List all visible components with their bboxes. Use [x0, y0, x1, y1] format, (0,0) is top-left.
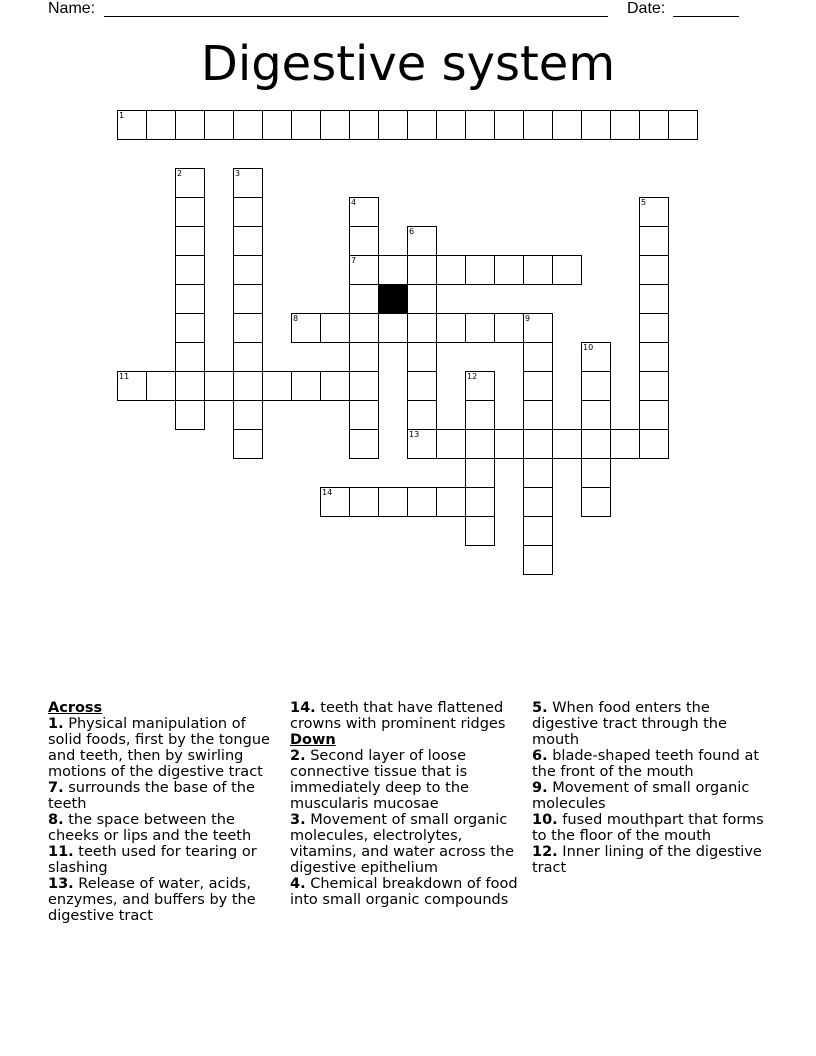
clue-number-label: 7 — [351, 256, 357, 265]
grid-cell[interactable] — [639, 342, 669, 372]
grid-cell[interactable] — [233, 168, 263, 198]
grid-cell[interactable] — [320, 487, 350, 517]
grid-cell[interactable] — [639, 197, 669, 227]
grid-cell[interactable] — [523, 371, 553, 401]
grid-cell[interactable] — [349, 284, 379, 314]
grid-cell[interactable] — [465, 516, 495, 546]
grid-cell[interactable] — [523, 110, 553, 140]
clue-down-6: 6. blade-shaped teeth found at the front of the mouth — [532, 748, 760, 780]
date-label: Date: — [627, 0, 666, 17]
grid-cell[interactable] — [407, 284, 437, 314]
grid-cell[interactable] — [639, 226, 669, 256]
clue-number-label: 5 — [641, 198, 647, 207]
clue-down-12: 12. Inner lining of the digestive tract — [532, 844, 762, 876]
grid-cell[interactable] — [175, 342, 205, 372]
grid-cell[interactable] — [233, 255, 263, 285]
grid-cell[interactable] — [378, 313, 408, 343]
grid-cell[interactable] — [581, 342, 611, 372]
clue-across-8: 8. the space between the cheeks or lips and the teeth — [48, 812, 252, 844]
clue-across-14: 14. teeth that have flattened crowns with prominent ridges — [290, 700, 506, 732]
grid-cell[interactable] — [378, 110, 408, 140]
clue-number-label: 6 — [409, 227, 415, 236]
grid-cell[interactable] — [407, 110, 437, 140]
grid-cell[interactable] — [581, 371, 611, 401]
grid-cell[interactable] — [523, 487, 553, 517]
clue-number-label: 14 — [322, 488, 333, 497]
clue-number-label: 3 — [235, 169, 241, 178]
grid-cell[interactable] — [639, 110, 669, 140]
grid-cell[interactable] — [349, 400, 379, 430]
grid-cell[interactable] — [349, 429, 379, 459]
grid-cell[interactable] — [581, 110, 611, 140]
page-title: Digestive system — [200, 36, 616, 92]
clue-number-label: 13 — [409, 430, 420, 439]
grid-cell[interactable] — [378, 487, 408, 517]
clue-down-9: 9. Movement of small organic molecules — [532, 780, 750, 812]
grid-cell[interactable] — [233, 400, 263, 430]
grid-cell[interactable] — [465, 487, 495, 517]
grid-cell[interactable] — [407, 255, 437, 285]
grid-cell[interactable] — [349, 197, 379, 227]
grid-cell[interactable] — [639, 284, 669, 314]
grid-cell[interactable] — [233, 342, 263, 372]
grid-cell[interactable] — [494, 429, 524, 459]
grid-cell[interactable] — [262, 110, 292, 140]
grid-cell[interactable] — [523, 313, 553, 343]
grid-cell[interactable] — [262, 371, 292, 401]
grid-cell[interactable] — [668, 110, 698, 140]
clue-down-5: 5. When food enters the digestive tract through the mouth — [532, 700, 727, 748]
clue-number-label: 11 — [119, 372, 130, 381]
grid-cell[interactable] — [291, 313, 321, 343]
grid-cell[interactable] — [552, 429, 582, 459]
grid-cell[interactable] — [494, 255, 524, 285]
grid-cell[interactable] — [175, 197, 205, 227]
grid-cell[interactable] — [523, 458, 553, 488]
grid-cell[interactable] — [175, 110, 205, 140]
clue-down-3: 3. Movement of small organic molecules, electrolytes, vitamins, and water across the digestive epithelium — [290, 812, 514, 876]
grid-cell[interactable] — [233, 226, 263, 256]
grid-cell[interactable] — [175, 168, 205, 198]
grid-cell[interactable] — [407, 371, 437, 401]
grid-cell[interactable] — [523, 400, 553, 430]
grid-cell[interactable] — [639, 313, 669, 343]
grid-block — [378, 284, 408, 314]
grid-cell[interactable] — [581, 458, 611, 488]
clue-across-11: 11. teeth used for tearing or slashing — [48, 844, 257, 876]
grid-cell[interactable] — [639, 255, 669, 285]
grid-cell[interactable] — [233, 197, 263, 227]
down-heading: Down — [290, 732, 336, 748]
clue-number-label: 2 — [177, 169, 183, 178]
grid-cell[interactable] — [494, 110, 524, 140]
grid-cell[interactable] — [465, 371, 495, 401]
grid-cell[interactable] — [117, 371, 147, 401]
clue-down-2: 2. Second layer of loose connective tissue that is immediately deep to the muscularis mucosae — [290, 748, 469, 812]
grid-cell[interactable] — [436, 487, 466, 517]
grid-cell[interactable] — [523, 516, 553, 546]
grid-cell[interactable] — [349, 371, 379, 401]
grid-cell[interactable] — [523, 342, 553, 372]
clue-column-2 — [290, 700, 522, 908]
grid-cell[interactable] — [349, 313, 379, 343]
grid-cell[interactable] — [581, 429, 611, 459]
clue-number-label: 1 — [119, 111, 125, 120]
grid-cell[interactable] — [349, 342, 379, 372]
clue-number-label: 8 — [293, 314, 299, 323]
clue-number-label: 4 — [351, 198, 357, 207]
grid-cell[interactable] — [320, 110, 350, 140]
grid-cell[interactable] — [523, 255, 553, 285]
grid-cell[interactable] — [117, 110, 147, 140]
grid-cell[interactable] — [465, 110, 495, 140]
grid-cell[interactable] — [175, 255, 205, 285]
grid-cell[interactable] — [146, 110, 176, 140]
grid-cell[interactable] — [233, 110, 263, 140]
grid-cell[interactable] — [175, 313, 205, 343]
grid-cell[interactable] — [436, 255, 466, 285]
grid-cell[interactable] — [407, 313, 437, 343]
grid-cell[interactable] — [175, 371, 205, 401]
grid-cell[interactable] — [436, 313, 466, 343]
grid-cell[interactable] — [639, 371, 669, 401]
grid-cell[interactable] — [465, 255, 495, 285]
clue-column-3 — [532, 700, 768, 876]
grid-cell[interactable] — [581, 400, 611, 430]
grid-cell[interactable] — [407, 342, 437, 372]
grid-cell[interactable] — [233, 313, 263, 343]
grid-cell[interactable] — [407, 487, 437, 517]
grid-cell[interactable] — [320, 313, 350, 343]
grid-cell[interactable] — [610, 429, 640, 459]
grid-cell[interactable] — [175, 284, 205, 314]
name-label: Name: — [48, 0, 96, 17]
grid-cell[interactable] — [349, 255, 379, 285]
grid-cell[interactable] — [639, 400, 669, 430]
grid-cell[interactable] — [465, 400, 495, 430]
grid-cell[interactable] — [349, 487, 379, 517]
grid-cell[interactable] — [465, 429, 495, 459]
grid-cell[interactable] — [610, 110, 640, 140]
grid-cell[interactable] — [233, 429, 263, 459]
grid-cell[interactable] — [494, 313, 524, 343]
grid-cell[interactable] — [204, 371, 234, 401]
clue-across-1: 1. Physical manipulation of solid foods, first by the tongue and teeth, then by swirling motions of the digestive tract — [48, 716, 270, 780]
grid-cell[interactable] — [291, 110, 321, 140]
grid-cell[interactable] — [436, 110, 466, 140]
grid-cell[interactable] — [407, 429, 437, 459]
grid-cell[interactable] — [233, 284, 263, 314]
grid-cell[interactable] — [581, 487, 611, 517]
grid-cell[interactable] — [523, 429, 553, 459]
grid-cell[interactable] — [639, 429, 669, 459]
grid-cell[interactable] — [465, 313, 495, 343]
grid-cell[interactable] — [175, 226, 205, 256]
grid-cell[interactable] — [436, 429, 466, 459]
grid-cell[interactable] — [465, 458, 495, 488]
grid-cell[interactable] — [552, 110, 582, 140]
clue-down-4: 4. Chemical breakdown of food into small organic compounds — [290, 876, 518, 908]
grid-cell[interactable] — [407, 226, 437, 256]
grid-cell[interactable] — [378, 255, 408, 285]
clue-column-1 — [48, 700, 278, 924]
grid-cell[interactable] — [146, 371, 176, 401]
grid-cell[interactable] — [204, 110, 234, 140]
clue-across-7: 7. surrounds the base of the teeth — [48, 780, 255, 812]
grid-cell[interactable] — [291, 371, 321, 401]
clue-down-10: 10. fused mouthpart that forms to the floor of the mouth — [532, 812, 764, 844]
clue-across-13: 13. Release of water, acids, enzymes, and buffers by the digestive tract — [48, 876, 256, 924]
grid-cell[interactable] — [407, 400, 437, 430]
across-heading: Across — [48, 700, 103, 716]
grid-cell[interactable] — [349, 226, 379, 256]
grid-cell[interactable] — [349, 110, 379, 140]
grid-cell[interactable] — [320, 371, 350, 401]
grid-cell[interactable] — [552, 255, 582, 285]
clue-number-label: 10 — [583, 343, 594, 352]
grid-cell[interactable] — [523, 545, 553, 575]
grid-cell[interactable] — [175, 400, 205, 430]
grid-cell[interactable] — [233, 371, 263, 401]
clue-number-label: 9 — [525, 314, 531, 323]
clue-number-label: 12 — [467, 372, 478, 381]
